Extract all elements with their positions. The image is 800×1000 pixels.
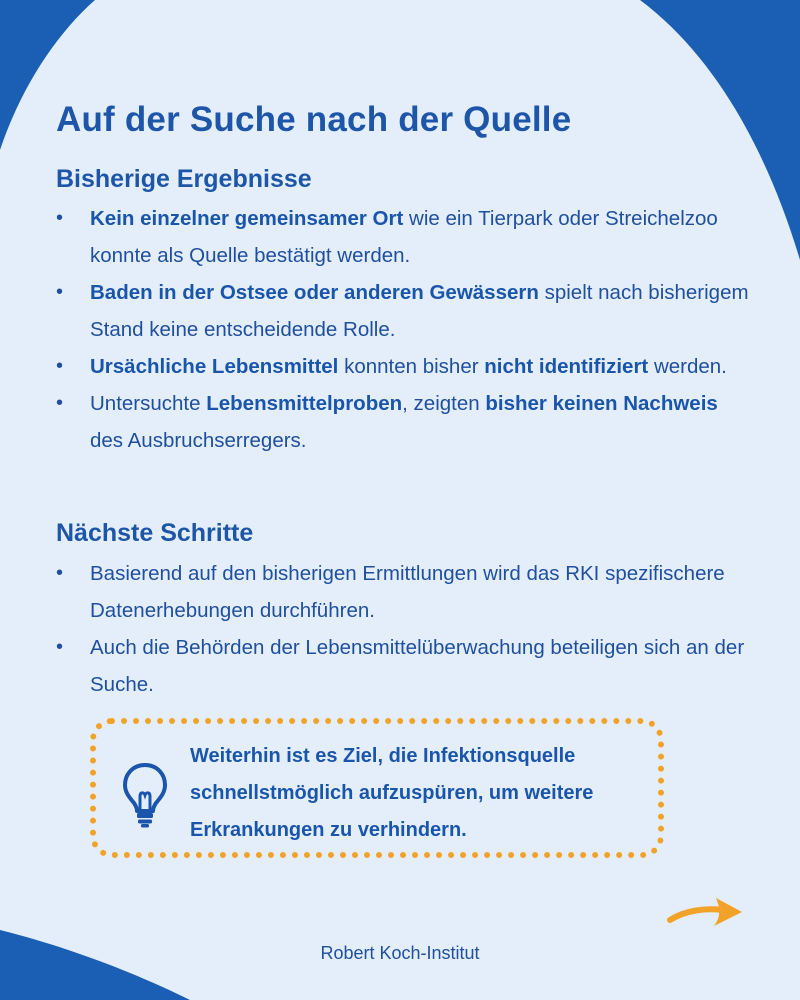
bullet-dot: • (56, 355, 64, 377)
bullet-emphasis: Baden in der Ostsee oder anderen Gewässern (90, 281, 539, 304)
bullet-text: Untersuchte (90, 392, 207, 415)
callout-box (90, 718, 664, 858)
bullet-dot: • (56, 207, 64, 229)
list-item (56, 348, 756, 385)
bullet-text: , zeigten (402, 392, 486, 415)
bullet-text: wie ein Tierpark oder Streichelzoo konnte als Quelle bestätigt werden. (90, 207, 718, 267)
bullet-text: konnten bisher (338, 355, 485, 378)
bullet-text: Basierend auf den bisherigen Ermittlungen wird das RKI spezifischere Datenerhebungen durchführen. (90, 562, 725, 622)
list-item (56, 200, 756, 274)
list-item (56, 274, 756, 348)
list-item (56, 555, 756, 629)
bullet-emphasis: nicht identifiziert (484, 355, 649, 378)
arrow-right-icon[interactable] (666, 892, 744, 932)
next-steps-list (56, 555, 756, 703)
page-title: Auf der Suche nach der Quelle (56, 100, 572, 139)
bullet-emphasis: Lebensmittelproben (206, 392, 403, 415)
bullet-text: werden. (648, 355, 727, 378)
list-item (56, 629, 756, 703)
bullet-text: des Ausbruchserregers. (90, 429, 307, 452)
bullet-text: Auch die Behörden der Lebensmittelüberwachung beteiligen sich an der Suche. (90, 636, 745, 696)
results-list (56, 200, 756, 459)
footer-publisher: Robert Koch-Institut (320, 943, 480, 963)
bullet-text: spielt nach bisherigem Stand keine entscheidende Rolle. (90, 281, 749, 341)
list-item (56, 385, 756, 459)
bullet-emphasis: Kein einzelner gemeinsamer Ort (90, 207, 404, 230)
section-heading-results: Bisherige Ergebnisse (56, 165, 312, 193)
section-heading-next-steps: Nächste Schritte (56, 519, 254, 547)
bullet-dot: • (56, 636, 64, 658)
bullet-dot: • (56, 392, 64, 414)
bullet-dot: • (56, 281, 64, 303)
lightbulb-icon (122, 762, 168, 828)
bullet-dot: • (56, 562, 64, 584)
bullet-emphasis: bisher keinen Nachweis (485, 392, 718, 415)
callout-text: Weiterhin ist es Ziel, die Infektionsquelle schnellstmöglich aufzuspüren, um weitere Erkrankungen zu verhindern. (190, 745, 594, 841)
bullet-emphasis: Ursächliche Lebensmittel (90, 355, 339, 378)
